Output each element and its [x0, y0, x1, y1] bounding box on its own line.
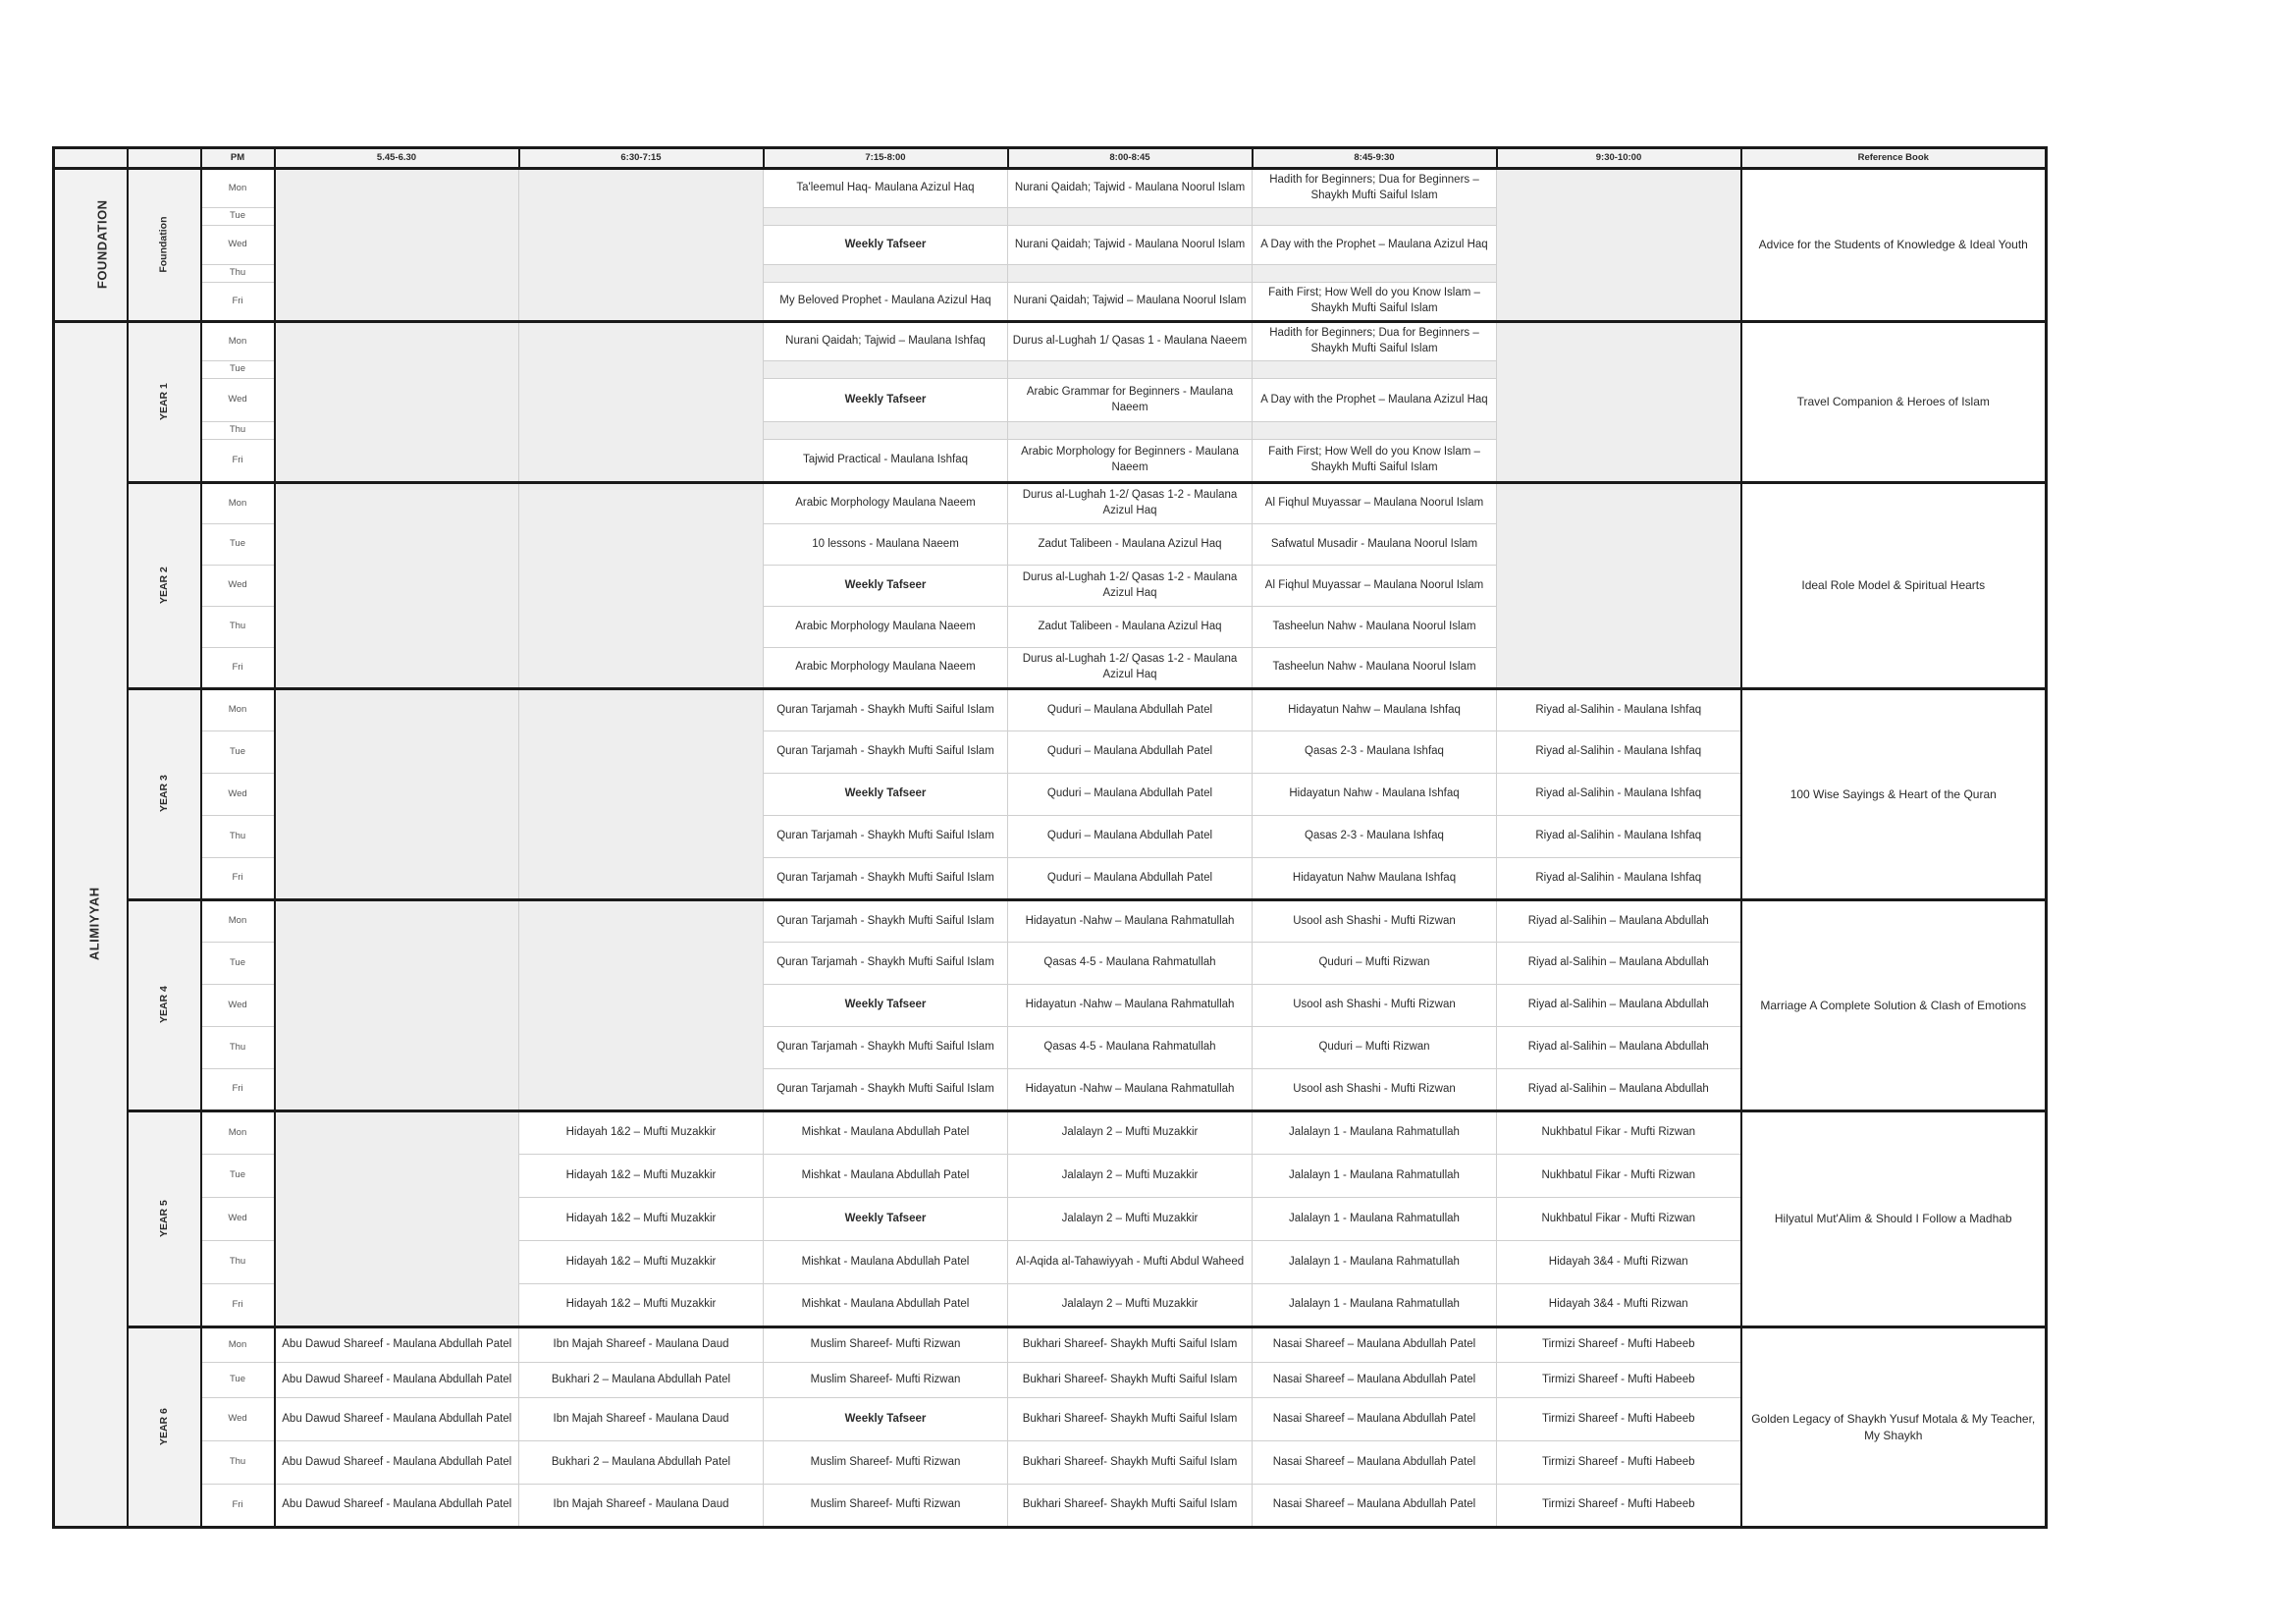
- class-cell: Usool ash Shashi - Mufti Rizwan: [1253, 985, 1497, 1027]
- year-label-6: YEAR 6: [128, 1327, 201, 1528]
- empty-cell: [1497, 483, 1741, 689]
- empty-cell: [764, 208, 1008, 226]
- class-cell: Zadut Talibeen - Maulana Azizul Haq: [1008, 607, 1253, 648]
- class-cell: Riyad al-Salihin – Maulana Abdullah: [1497, 1069, 1741, 1111]
- class-cell: Nasai Shareef – Maulana Abdullah Patel: [1253, 1363, 1497, 1398]
- class-cell: Quduri – Maulana Abdullah Patel: [1008, 858, 1253, 900]
- class-cell: Tajwid Practical - Maulana Ishfaq: [764, 440, 1008, 483]
- day-label: Mon: [201, 1111, 275, 1155]
- class-cell: A Day with the Prophet – Maulana Azizul Haq: [1253, 226, 1497, 265]
- class-cell: My Beloved Prophet - Maulana Azizul Haq: [764, 283, 1008, 322]
- day-label: Wed: [201, 774, 275, 816]
- reference-book-cell: Golden Legacy of Shaykh Yusuf Motala & My Teacher, My Shaykh: [1741, 1327, 2047, 1528]
- day-label: Fri: [201, 283, 275, 322]
- day-label: Tue: [201, 361, 275, 379]
- day-label: Tue: [201, 943, 275, 985]
- class-cell: Bukhari 2 – Maulana Abdullah Patel: [519, 1363, 764, 1398]
- empty-cell: [519, 483, 764, 689]
- class-cell: Ibn Majah Shareef - Maulana Daud: [519, 1327, 764, 1363]
- class-cell: Nurani Qaidah; Tajwid – Maulana Noorul Islam: [1008, 283, 1253, 322]
- class-cell: Hidayah 1&2 – Mufti Muzakkir: [519, 1155, 764, 1198]
- class-cell: Hidayatun Nahw - Maulana Ishfaq: [1253, 774, 1497, 816]
- empty-cell: [519, 900, 764, 1111]
- class-cell: Ibn Majah Shareef - Maulana Daud: [519, 1485, 764, 1528]
- class-cell: Arabic Grammar for Beginners - Maulana Naeem: [1008, 379, 1253, 422]
- class-cell: Al Fiqhul Muyassar – Maulana Noorul Islam: [1253, 483, 1497, 524]
- class-cell: Abu Dawud Shareef - Maulana Abdullah Patel: [275, 1441, 519, 1485]
- group-label-alimiyyah: ALIMIYYAH: [54, 322, 128, 1528]
- day-label: Mon: [201, 900, 275, 943]
- day-label: Mon: [201, 483, 275, 524]
- class-cell: Weekly Tafseer: [764, 1198, 1008, 1241]
- class-cell: Nukhbatul Fikar - Mufti Rizwan: [1497, 1111, 1741, 1155]
- day-label: Thu: [201, 607, 275, 648]
- day-label: Thu: [201, 1027, 275, 1069]
- class-cell: Abu Dawud Shareef - Maulana Abdullah Patel: [275, 1398, 519, 1441]
- reference-book-cell: Travel Companion & Heroes of Islam: [1741, 322, 2047, 483]
- class-cell: Ibn Majah Shareef - Maulana Daud: [519, 1398, 764, 1441]
- class-cell: Arabic Morphology Maulana Naeem: [764, 648, 1008, 689]
- class-cell: Hidayah 3&4 - Mufti Rizwan: [1497, 1284, 1741, 1327]
- class-cell: Tirmizi Shareef - Mufti Habeeb: [1497, 1441, 1741, 1485]
- header-slot-5: 8:45-9:30: [1253, 148, 1497, 169]
- class-cell: Usool ash Shashi - Mufti Rizwan: [1253, 900, 1497, 943]
- empty-cell: [1497, 169, 1741, 322]
- class-cell: Tirmizi Shareef - Mufti Habeeb: [1497, 1485, 1741, 1528]
- class-cell: Weekly Tafseer: [764, 379, 1008, 422]
- header-row: [54, 148, 2047, 169]
- empty-cell: [1008, 361, 1253, 379]
- reference-book-cell: Marriage A Complete Solution & Clash of Emotions: [1741, 900, 2047, 1111]
- day-label: Wed: [201, 1198, 275, 1241]
- header-slot-1: 5.45-6.30: [275, 148, 519, 169]
- day-label: Tue: [201, 731, 275, 774]
- class-cell: Hidayatun Nahw – Maulana Ishfaq: [1253, 689, 1497, 731]
- class-cell: Riyad al-Salihin - Maulana Ishfaq: [1497, 774, 1741, 816]
- class-cell: Riyad al-Salihin – Maulana Abdullah: [1497, 943, 1741, 985]
- reference-book-cell: Hilyatul Mut'Alim & Should I Follow a Madhab: [1741, 1111, 2047, 1327]
- day-label: Fri: [201, 1069, 275, 1111]
- class-cell: Riyad al-Salihin – Maulana Abdullah: [1497, 985, 1741, 1027]
- reference-book-cell: Advice for the Students of Knowledge & Ideal Youth: [1741, 169, 2047, 322]
- empty-cell: [1253, 422, 1497, 440]
- timetable-sheet: [52, 146, 2045, 1529]
- day-label: Wed: [201, 566, 275, 607]
- header-reference-book: Reference Book: [1741, 148, 2047, 169]
- day-label: Fri: [201, 1284, 275, 1327]
- day-label: Thu: [201, 816, 275, 858]
- class-cell: Hadith for Beginners; Dua for Beginners – Shaykh Mufti Saiful Islam: [1253, 322, 1497, 361]
- class-cell: Ta'leemul Haq- Maulana Azizul Haq: [764, 169, 1008, 208]
- class-cell: Bukhari Shareef- Shaykh Mufti Saiful Islam: [1008, 1327, 1253, 1363]
- empty-cell: [519, 169, 764, 322]
- header-group: [54, 148, 128, 169]
- empty-cell: [275, 1111, 519, 1327]
- empty-cell: [1008, 422, 1253, 440]
- day-label: Wed: [201, 379, 275, 422]
- reference-book-cell: Ideal Role Model & Spiritual Hearts: [1741, 483, 2047, 689]
- day-label: Mon: [201, 169, 275, 208]
- class-cell: Qasas 4-5 - Maulana Rahmatullah: [1008, 1027, 1253, 1069]
- class-cell: Quran Tarjamah - Shaykh Mufti Saiful Islam: [764, 1069, 1008, 1111]
- day-label: Tue: [201, 1363, 275, 1398]
- class-cell: Riyad al-Salihin – Maulana Abdullah: [1497, 1027, 1741, 1069]
- class-cell: Quran Tarjamah - Shaykh Mufti Saiful Islam: [764, 816, 1008, 858]
- class-cell: Durus al-Lughah 1-2/ Qasas 1-2 - Maulana Azizul Haq: [1008, 566, 1253, 607]
- day-label: Thu: [201, 1441, 275, 1485]
- class-cell: Mishkat - Maulana Abdullah Patel: [764, 1241, 1008, 1284]
- day-label: Tue: [201, 524, 275, 566]
- day-label: Fri: [201, 648, 275, 689]
- year-label-4: YEAR 4: [128, 900, 201, 1111]
- class-cell: Bukhari Shareef- Shaykh Mufti Saiful Islam: [1008, 1441, 1253, 1485]
- class-cell: Nasai Shareef – Maulana Abdullah Patel: [1253, 1441, 1497, 1485]
- empty-cell: [1008, 265, 1253, 283]
- class-cell: Muslim Shareef- Mufti Rizwan: [764, 1441, 1008, 1485]
- class-cell: Tirmizi Shareef - Mufti Habeeb: [1497, 1327, 1741, 1363]
- empty-cell: [764, 422, 1008, 440]
- class-cell: Nasai Shareef – Maulana Abdullah Patel: [1253, 1485, 1497, 1528]
- class-cell: Weekly Tafseer: [764, 566, 1008, 607]
- empty-cell: [1008, 208, 1253, 226]
- class-cell: Durus al-Lughah 1-2/ Qasas 1-2 - Maulana Azizul Haq: [1008, 483, 1253, 524]
- day-label: Wed: [201, 1398, 275, 1441]
- class-cell: Tirmizi Shareef - Mufti Habeeb: [1497, 1363, 1741, 1398]
- class-cell: Riyad al-Salihin - Maulana Ishfaq: [1497, 858, 1741, 900]
- empty-cell: [1253, 208, 1497, 226]
- table-row: [54, 322, 2047, 361]
- class-cell: Jalalayn 2 – Mufti Muzakkir: [1008, 1198, 1253, 1241]
- class-cell: Hadith for Beginners; Dua for Beginners – Shaykh Mufti Saiful Islam: [1253, 169, 1497, 208]
- table-row: [54, 689, 2047, 731]
- empty-cell: [275, 900, 519, 1111]
- table-row: [54, 169, 2047, 208]
- day-label: Wed: [201, 226, 275, 265]
- class-cell: Jalalayn 1 - Maulana Rahmatullah: [1253, 1155, 1497, 1198]
- class-cell: Jalalayn 2 – Mufti Muzakkir: [1008, 1284, 1253, 1327]
- header-slot-6: 9:30-10:00: [1497, 148, 1741, 169]
- empty-cell: [1497, 322, 1741, 483]
- year-label-2: YEAR 2: [128, 483, 201, 689]
- class-cell: Mishkat - Maulana Abdullah Patel: [764, 1111, 1008, 1155]
- class-cell: Bukhari 2 – Maulana Abdullah Patel: [519, 1441, 764, 1485]
- class-cell: Al Fiqhul Muyassar – Maulana Noorul Islam: [1253, 566, 1497, 607]
- empty-cell: [519, 689, 764, 900]
- day-label: Wed: [201, 985, 275, 1027]
- class-cell: Durus al-Lughah 1/ Qasas 1 - Maulana Naeem: [1008, 322, 1253, 361]
- class-cell: Jalalayn 1 - Maulana Rahmatullah: [1253, 1241, 1497, 1284]
- class-cell: Abu Dawud Shareef - Maulana Abdullah Patel: [275, 1363, 519, 1398]
- class-cell: Quran Tarjamah - Shaykh Mufti Saiful Islam: [764, 689, 1008, 731]
- class-cell: 10 lessons - Maulana Naeem: [764, 524, 1008, 566]
- class-cell: Jalalayn 1 - Maulana Rahmatullah: [1253, 1111, 1497, 1155]
- class-cell: Abu Dawud Shareef - Maulana Abdullah Patel: [275, 1327, 519, 1363]
- year-label-1: YEAR 1: [128, 322, 201, 483]
- class-cell: Bukhari Shareef- Shaykh Mufti Saiful Islam: [1008, 1363, 1253, 1398]
- empty-cell: [275, 322, 519, 483]
- header-slot-4: 8:00-8:45: [1008, 148, 1253, 169]
- class-cell: Quduri – Maulana Abdullah Patel: [1008, 816, 1253, 858]
- class-cell: Qasas 2-3 - Maulana Ishfaq: [1253, 731, 1497, 774]
- class-cell: Tirmizi Shareef - Mufti Habeeb: [1497, 1398, 1741, 1441]
- class-cell: Quduri – Mufti Rizwan: [1253, 943, 1497, 985]
- day-label: Mon: [201, 322, 275, 361]
- class-cell: Weekly Tafseer: [764, 1398, 1008, 1441]
- class-cell: Arabic Morphology Maulana Naeem: [764, 483, 1008, 524]
- class-cell: Quduri – Maulana Abdullah Patel: [1008, 731, 1253, 774]
- class-cell: Hidayatun Nahw Maulana Ishfaq: [1253, 858, 1497, 900]
- header-slot-3: 7:15-8:00: [764, 148, 1008, 169]
- day-label: Fri: [201, 858, 275, 900]
- class-cell: Bukhari Shareef- Shaykh Mufti Saiful Islam: [1008, 1398, 1253, 1441]
- class-cell: Quduri – Mufti Rizwan: [1253, 1027, 1497, 1069]
- day-label: Thu: [201, 265, 275, 283]
- class-cell: Quduri – Maulana Abdullah Patel: [1008, 689, 1253, 731]
- class-cell: Riyad al-Salihin - Maulana Ishfaq: [1497, 689, 1741, 731]
- class-cell: Nurani Qaidah; Tajwid - Maulana Noorul Islam: [1008, 226, 1253, 265]
- class-cell: Bukhari Shareef- Shaykh Mufti Saiful Islam: [1008, 1485, 1253, 1528]
- class-cell: Mishkat - Maulana Abdullah Patel: [764, 1155, 1008, 1198]
- class-cell: Quran Tarjamah - Shaykh Mufti Saiful Islam: [764, 943, 1008, 985]
- empty-cell: [1253, 361, 1497, 379]
- class-cell: A Day with the Prophet – Maulana Azizul Haq: [1253, 379, 1497, 422]
- day-label: Mon: [201, 1327, 275, 1363]
- year-label-foundation: Foundation: [128, 169, 201, 322]
- class-cell: Quran Tarjamah - Shaykh Mufti Saiful Islam: [764, 1027, 1008, 1069]
- class-cell: Nukhbatul Fikar - Mufti Rizwan: [1497, 1155, 1741, 1198]
- class-cell: Nurani Qaidah; Tajwid – Maulana Ishfaq: [764, 322, 1008, 361]
- class-cell: Weekly Tafseer: [764, 226, 1008, 265]
- class-cell: Jalalayn 2 – Mufti Muzakkir: [1008, 1155, 1253, 1198]
- day-label: Thu: [201, 422, 275, 440]
- class-cell: Muslim Shareef- Mufti Rizwan: [764, 1327, 1008, 1363]
- day-label: Tue: [201, 1155, 275, 1198]
- table-row: [54, 1111, 2047, 1155]
- class-cell: Riyad al-Salihin – Maulana Abdullah: [1497, 900, 1741, 943]
- class-cell: Usool ash Shashi - Mufti Rizwan: [1253, 1069, 1497, 1111]
- class-cell: Jalalayn 1 - Maulana Rahmatullah: [1253, 1284, 1497, 1327]
- reference-book-cell: 100 Wise Sayings & Heart of the Quran: [1741, 689, 2047, 900]
- table-row: [54, 1327, 2047, 1363]
- class-cell: Hidayah 1&2 – Mufti Muzakkir: [519, 1111, 764, 1155]
- empty-cell: [275, 689, 519, 900]
- day-label: Fri: [201, 440, 275, 483]
- class-cell: Weekly Tafseer: [764, 985, 1008, 1027]
- empty-cell: [275, 169, 519, 322]
- class-cell: Riyad al-Salihin - Maulana Ishfaq: [1497, 731, 1741, 774]
- class-cell: Zadut Talibeen - Maulana Azizul Haq: [1008, 524, 1253, 566]
- class-cell: Nurani Qaidah; Tajwid - Maulana Noorul Islam: [1008, 169, 1253, 208]
- class-cell: Quran Tarjamah - Shaykh Mufti Saiful Islam: [764, 731, 1008, 774]
- empty-cell: [764, 361, 1008, 379]
- class-cell: Hidayah 1&2 – Mufti Muzakkir: [519, 1284, 764, 1327]
- class-cell: Nasai Shareef – Maulana Abdullah Patel: [1253, 1327, 1497, 1363]
- class-cell: Faith First; How Well do you Know Islam – Shaykh Mufti Saiful Islam: [1253, 440, 1497, 483]
- timetable: [52, 146, 2048, 1529]
- class-cell: Faith First; How Well do you Know Islam – Shaykh Mufti Saiful Islam: [1253, 283, 1497, 322]
- class-cell: Hidayatun -Nahw – Maulana Rahmatullah: [1008, 900, 1253, 943]
- class-cell: Hidayatun -Nahw – Maulana Rahmatullah: [1008, 1069, 1253, 1111]
- class-cell: Safwatul Musadir - Maulana Noorul Islam: [1253, 524, 1497, 566]
- empty-cell: [1253, 265, 1497, 283]
- class-cell: Muslim Shareef- Mufti Rizwan: [764, 1363, 1008, 1398]
- class-cell: Abu Dawud Shareef - Maulana Abdullah Patel: [275, 1485, 519, 1528]
- class-cell: Mishkat - Maulana Abdullah Patel: [764, 1284, 1008, 1327]
- class-cell: Quduri – Maulana Abdullah Patel: [1008, 774, 1253, 816]
- class-cell: Arabic Morphology for Beginners - Maulana Naeem: [1008, 440, 1253, 483]
- class-cell: Jalalayn 2 – Mufti Muzakkir: [1008, 1111, 1253, 1155]
- day-label: Fri: [201, 1485, 275, 1528]
- class-cell: Hidayah 3&4 - Mufti Rizwan: [1497, 1241, 1741, 1284]
- class-cell: Quran Tarjamah - Shaykh Mufti Saiful Islam: [764, 900, 1008, 943]
- class-cell: Jalalayn 1 - Maulana Rahmatullah: [1253, 1198, 1497, 1241]
- day-label: Tue: [201, 208, 275, 226]
- class-cell: Arabic Morphology Maulana Naeem: [764, 607, 1008, 648]
- day-label: Thu: [201, 1241, 275, 1284]
- class-cell: Qasas 2-3 - Maulana Ishfaq: [1253, 816, 1497, 858]
- class-cell: Hidayah 1&2 – Mufti Muzakkir: [519, 1198, 764, 1241]
- class-cell: Nasai Shareef – Maulana Abdullah Patel: [1253, 1398, 1497, 1441]
- empty-cell: [275, 483, 519, 689]
- class-cell: Durus al-Lughah 1-2/ Qasas 1-2 - Maulana Azizul Haq: [1008, 648, 1253, 689]
- year-label-5: YEAR 5: [128, 1111, 201, 1327]
- class-cell: Quran Tarjamah - Shaykh Mufti Saiful Islam: [764, 858, 1008, 900]
- class-cell: Tasheelun Nahw - Maulana Noorul Islam: [1253, 607, 1497, 648]
- class-cell: Nukhbatul Fikar - Mufti Rizwan: [1497, 1198, 1741, 1241]
- class-cell: Riyad al-Salihin - Maulana Ishfaq: [1497, 816, 1741, 858]
- header-pm: PM: [201, 148, 275, 169]
- day-label: Mon: [201, 689, 275, 731]
- class-cell: Weekly Tafseer: [764, 774, 1008, 816]
- year-label-3: YEAR 3: [128, 689, 201, 900]
- class-cell: Al-Aqida al-Tahawiyyah - Mufti Abdul Waheed: [1008, 1241, 1253, 1284]
- header-year: [128, 148, 201, 169]
- header-slot-2: 6:30-7:15: [519, 148, 764, 169]
- class-cell: Qasas 4-5 - Maulana Rahmatullah: [1008, 943, 1253, 985]
- group-label-foundation: FOUNDATION: [54, 169, 128, 322]
- class-cell: Hidayah 1&2 – Mufti Muzakkir: [519, 1241, 764, 1284]
- empty-cell: [519, 322, 764, 483]
- empty-cell: [764, 265, 1008, 283]
- class-cell: Tasheelun Nahw - Maulana Noorul Islam: [1253, 648, 1497, 689]
- table-row: [54, 900, 2047, 943]
- table-row: [54, 483, 2047, 524]
- class-cell: Muslim Shareef- Mufti Rizwan: [764, 1485, 1008, 1528]
- class-cell: Hidayatun -Nahw – Maulana Rahmatullah: [1008, 985, 1253, 1027]
